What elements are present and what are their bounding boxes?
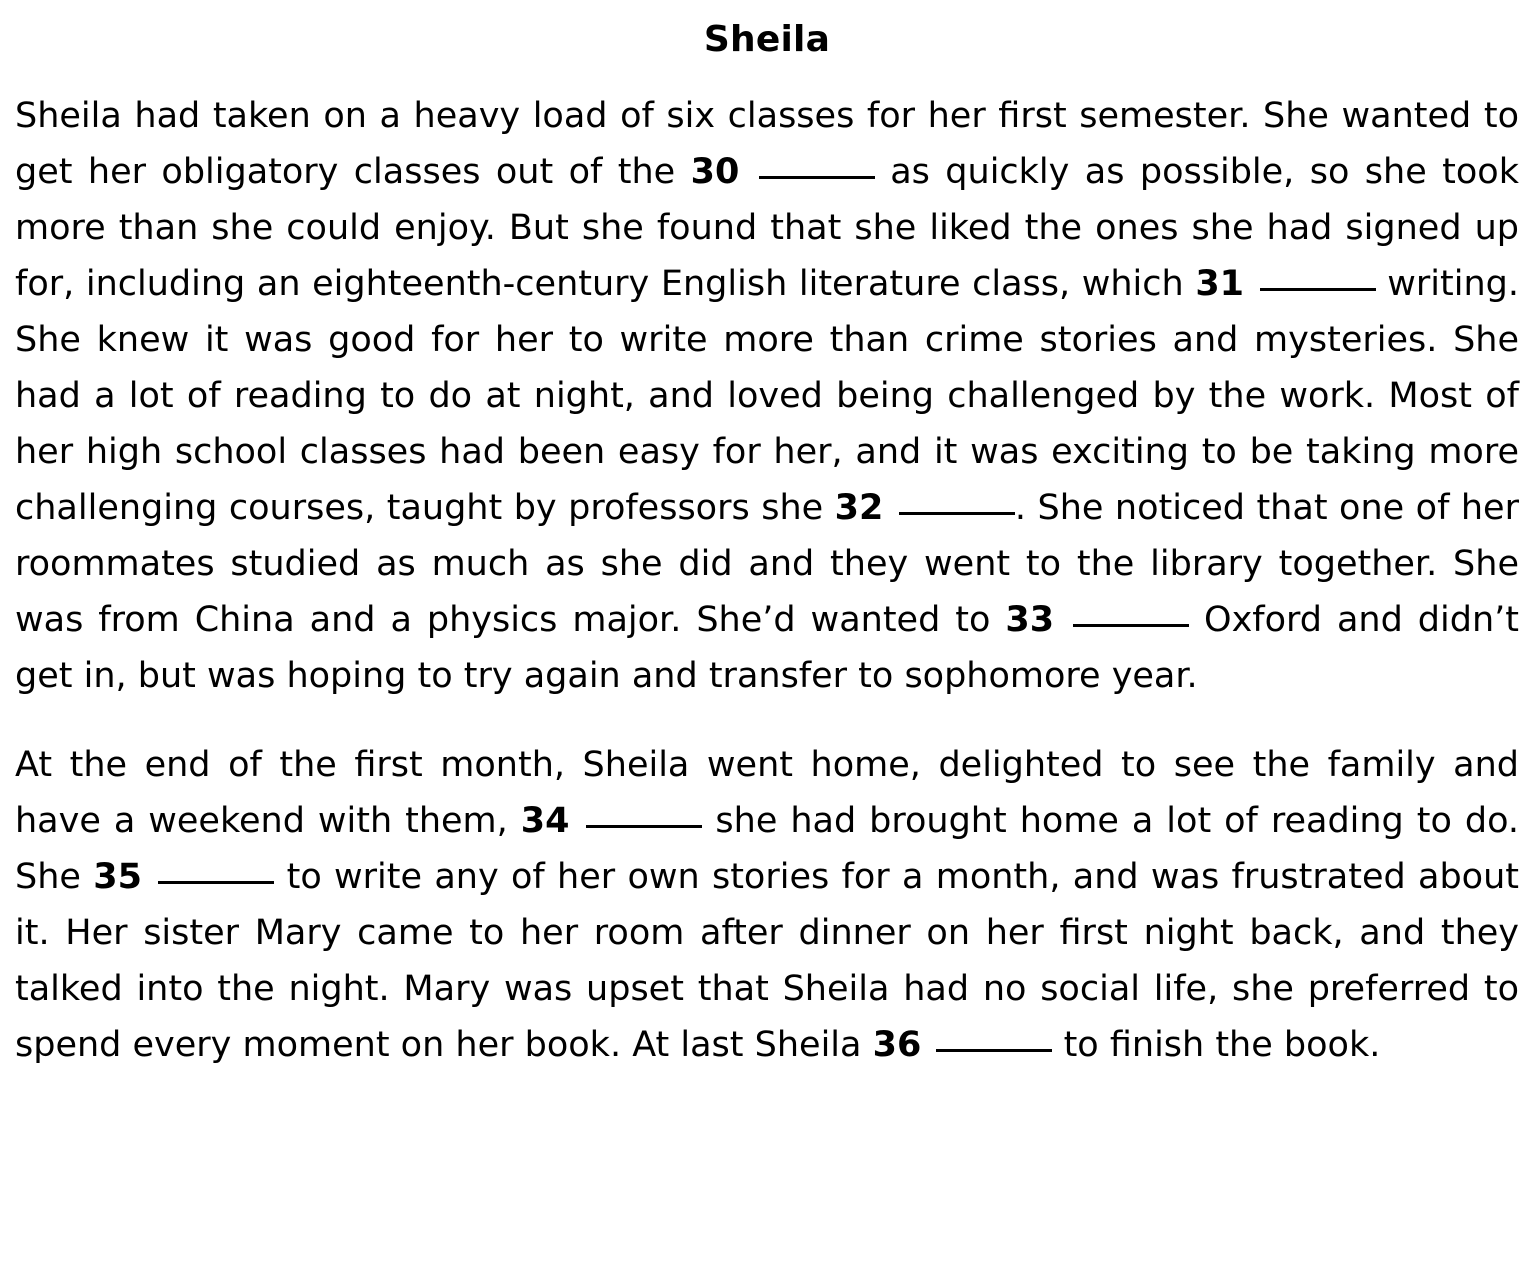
text-segment: writing. She knew it was good for her to write more than crime stories and mysteries. She had a lot of reading to do at night, and loved being challenged by the work. Most of her high school classes had been easy for her, and it was exciting to be taking more challenging courses, taught by professors she bbox=[15, 264, 1519, 528]
gap-number-33: 33 bbox=[1005, 600, 1055, 640]
text-segment: . She noticed that one of her roommates studied as much as she did and they went to the library together. She was from China and a physics major. She’d wanted to bbox=[15, 488, 1519, 640]
gap-blank-36[interactable] bbox=[936, 1013, 1052, 1052]
text-segment: Oxford and didn’t get in, but was hoping to try again and transfer to sophomore year. bbox=[15, 600, 1519, 696]
gap-blank-35[interactable] bbox=[158, 845, 274, 884]
document-title: Sheila bbox=[703, 19, 831, 60]
gap-number-34: 34 bbox=[520, 801, 570, 841]
gap-number-35: 35 bbox=[93, 857, 142, 897]
text-segment: At the end of the first month, Sheila went home, delighted to see the family and have a weekend with them, bbox=[15, 745, 1519, 841]
text-segment: she had brought home a lot of reading to do. She bbox=[15, 801, 1519, 897]
gap-number-31: 31 bbox=[1195, 264, 1245, 304]
text-segment: Sheila had taken on a heavy load of six classes for her first semester. She wanted to get her obligatory classes out of the bbox=[15, 96, 1519, 192]
text-segment: to finish the book. bbox=[1052, 1025, 1381, 1065]
gap-number-30: 30 bbox=[690, 152, 740, 192]
gap-blank-30[interactable] bbox=[759, 140, 875, 179]
text-segment: as quickly as possible, so she took more than she could enjoy. But she found that she liked the ones she had signed up for, including an eighteenth-century English literature class, which bbox=[15, 152, 1519, 304]
gap-blank-34[interactable] bbox=[586, 789, 702, 828]
paragraph-1 bbox=[15, 88, 1519, 704]
paragraph-2 bbox=[15, 737, 1519, 1073]
gap-blank-32[interactable] bbox=[899, 476, 1015, 515]
text-segment: to write any of her own stories for a month, and was frustrated about it. Her sister Mary came to her room after dinner on her first night back, and they talked into the night. Mary was upset that Sheila had no social life, she preferred to spend every moment on her book. At last Sheila bbox=[15, 857, 1519, 1065]
gap-number-36: 36 bbox=[872, 1025, 922, 1065]
gap-number-32: 32 bbox=[834, 488, 884, 528]
gap-blank-31[interactable] bbox=[1260, 252, 1376, 291]
gap-blank-33[interactable] bbox=[1073, 588, 1189, 627]
